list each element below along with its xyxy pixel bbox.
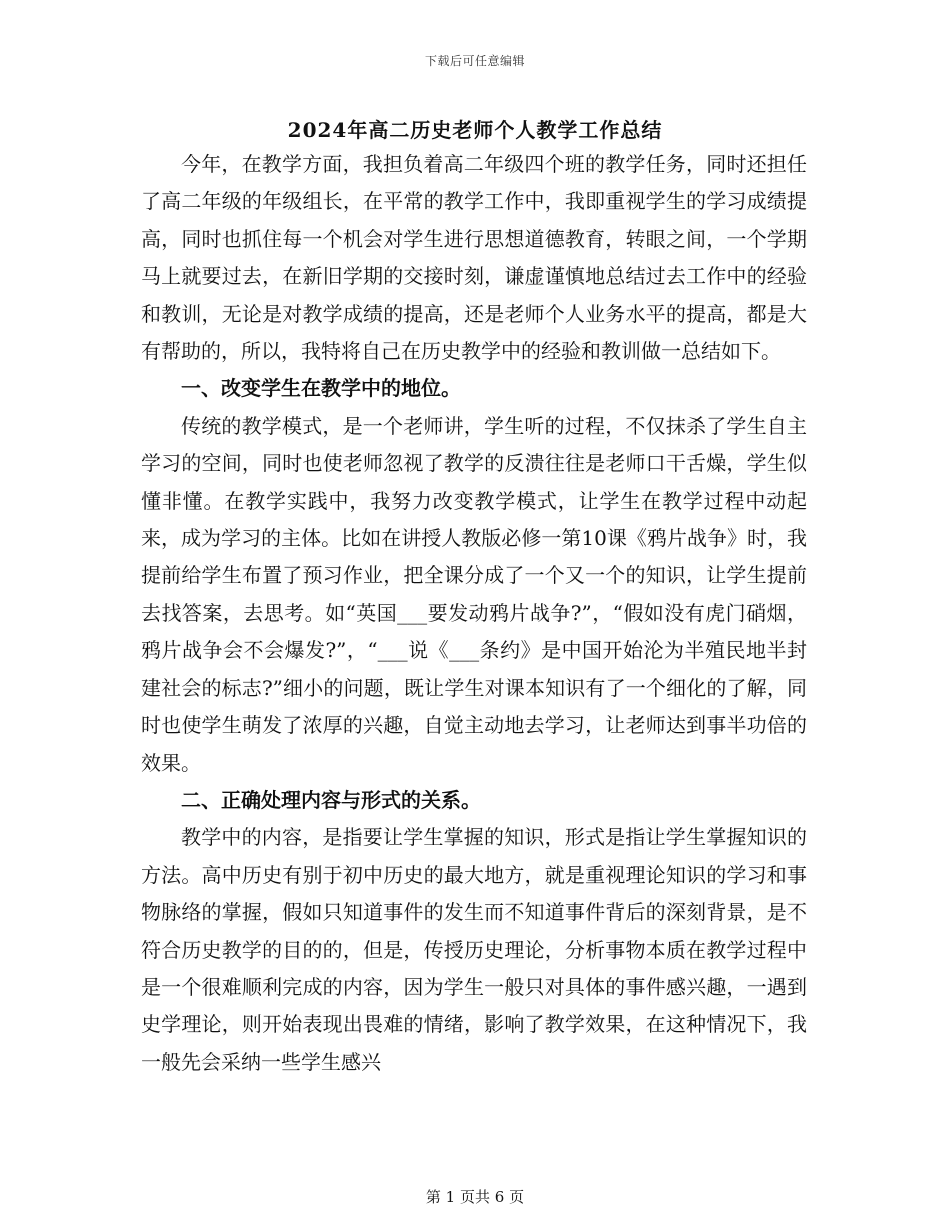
document-body	[141, 146, 807, 1081]
section-heading-1: 一、改变学生在教学中的地位。	[181, 376, 461, 401]
document-title: 2024年高二历史老师个人教学工作总结	[287, 118, 663, 142]
header-note: 下载后可任意编辑	[424, 54, 525, 68]
paragraph-intro: 今年，在教学方面，我担负着高二年级四个班的教学任务，同时还担任了高二年级的年级组长，在平常的教学工作中，我即重视学生的学习成绩提高，同时也抓住每一个机会对学生进行思想道德教育，转眼之间，一个学期马上就要过去，在新旧学期的交接时刻，谦虚谨慎地总结过去工作中的经验和教训，无论是对教学成绩的提高，还是老师个人业务水平的提高，都是大有帮助的，所以，我特将自己在历史教学中的经验和教训做一总结如下。	[141, 152, 807, 364]
paragraph-section-1: 传统的教学模式，是一个老师讲，学生听的过程，不仅抹杀了学生自主学习的空间，同时也使老师忽视了教学的反溃往往是老师口干舌燥，学生似懂非懂。在教学实践中，我努力改变教学模式，让学生在教学过程中动起来，成为学习的主体。比如在讲授人教版必修一第10课《鸦片战争》时，我提前给学生布置了预习作业，把全课分成了一个又一个的知识，让学生提前去找答案，去思考。如“英国___要发动鸦片战争?”，“假如没有虎门硝烟，鸦片战争会不会爆发?”，“___说《___条约》是中国开始沦为半殖民地半封建社会的标志?”细小的问题，既让学生对课本知识有了一个细化的了解，同时也使学生萌发了浓厚的兴趣，自觉主动地去学习，让老师达到事半功倍的效果。	[141, 413, 807, 775]
section-heading-2: 二、正确处理内容与形式的关系。	[181, 787, 481, 812]
paragraph-section-2: 教学中的内容，是指要让学生掌握的知识，形式是指让学生掌握知识的方法。高中历史有别于初中历史的最大地方，就是重视理论知识的学习和事物脉络的掌握，假如只知道事件的发生而不知道事件背后的深刻背景，是不符合历史教学的目的的，但是，传授历史理论，分析事物本质在教学过程中是一个很难顺利完成的内容，因为学生一般只对具体的事件感兴趣，一遇到史学理论，则开始表现出畏难的情绪，影响了教学效果，在这种情况下，我一般先会采纳一些学生感兴	[141, 825, 807, 1074]
page-footer: 第 1 页共 6 页	[425, 1188, 525, 1206]
